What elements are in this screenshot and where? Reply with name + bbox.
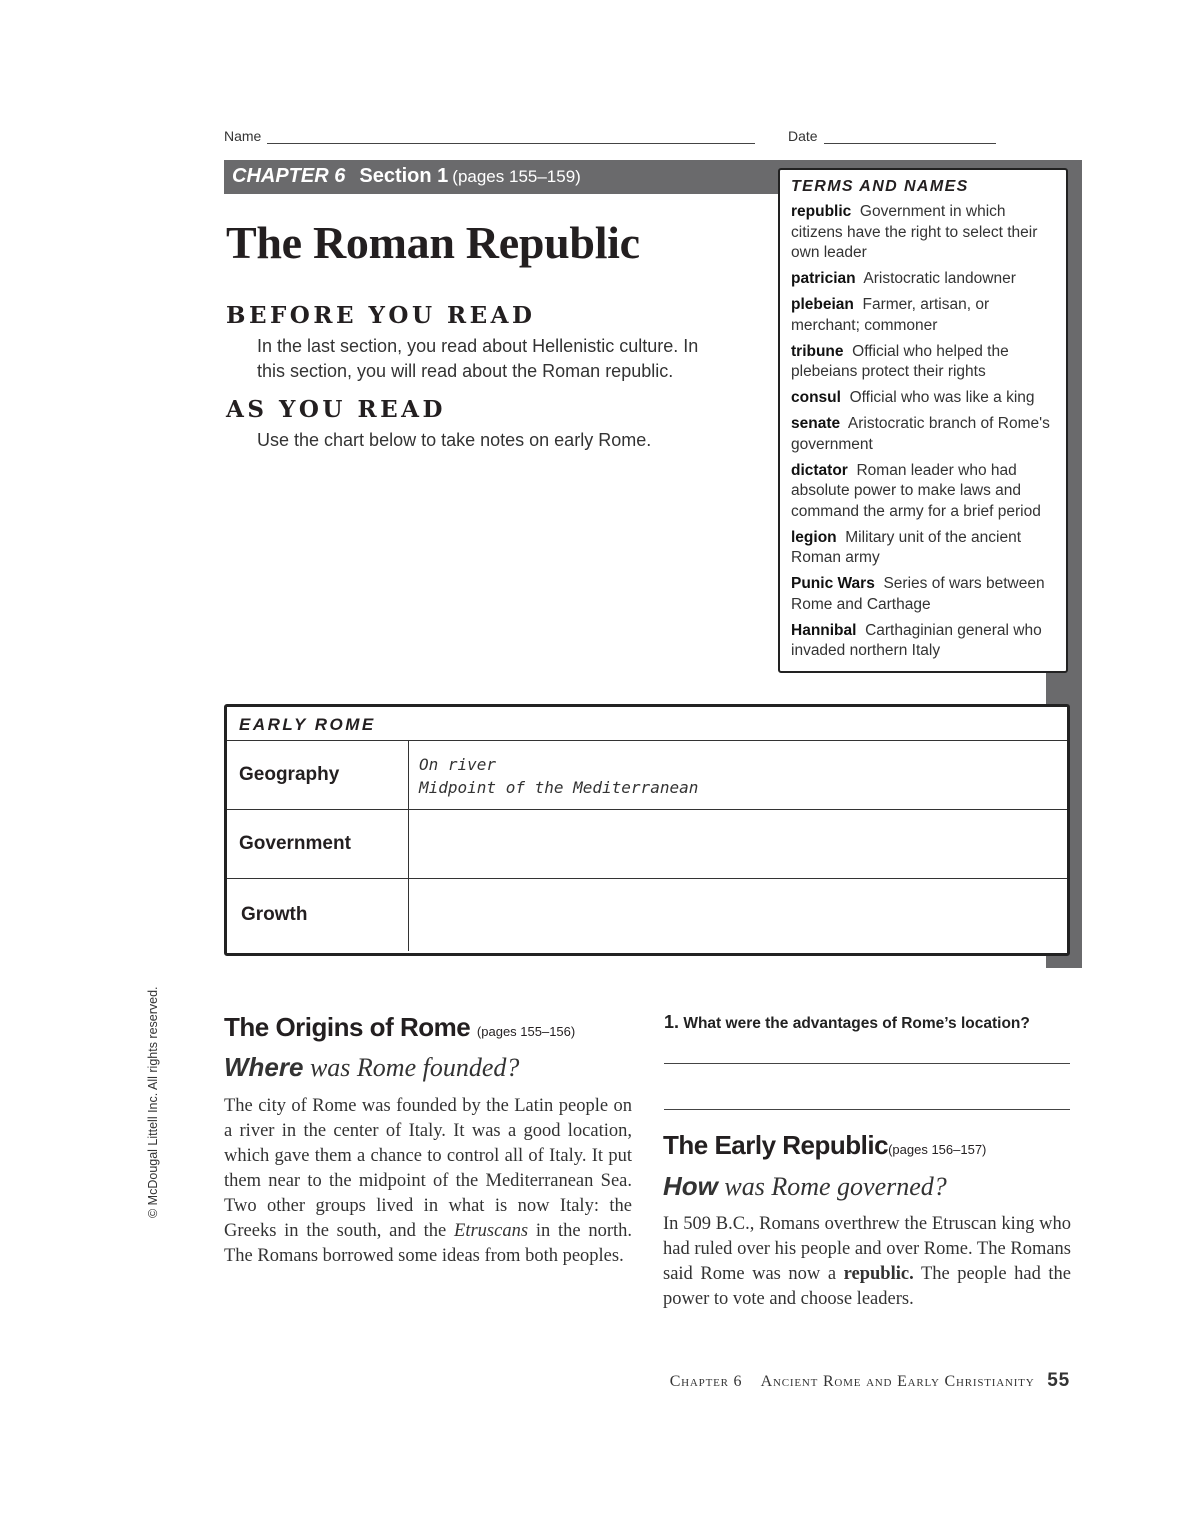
- term-word: plebeian: [791, 296, 854, 313]
- term-definition: Aristocratic branch of Rome's government: [791, 415, 1050, 453]
- term-word: consul: [791, 389, 841, 406]
- chapter-heading: [232, 164, 581, 189]
- term-definition: Carthaginian general who invaded northern Italy: [791, 621, 1042, 659]
- term-entry: [791, 621, 1056, 662]
- before-you-read-line: In the last section, you read about Hellenistic culture. In: [257, 336, 699, 356]
- geography-note: On river: [419, 755, 497, 774]
- early-republic-body-a: In 509 B.C., Romans overthrew the Etruscan king who had ruled over his people and over Rome. The Romans said Rome was now a: [663, 1214, 1071, 1284]
- origins-pages: (pages 155–156): [476, 1024, 576, 1039]
- early-republic-title: The Early Republic: [663, 1130, 889, 1160]
- term-definition: Military unit of the ancient Roman army: [791, 528, 1022, 566]
- question-1-number: 1.: [664, 1012, 680, 1032]
- page-title: The Roman Republic: [226, 217, 640, 268]
- origins-body: [224, 1094, 632, 1269]
- term-definition: Official who was like a king: [849, 389, 1035, 406]
- early-rome-chart: [224, 704, 1070, 956]
- term-definition: Roman leader who had absolute power to make laws and command the army for a brief period: [791, 461, 1041, 520]
- before-you-read-line: this section, you will read about the Roman republic.: [257, 361, 674, 381]
- name-field[interactable]: [224, 128, 755, 144]
- term-definition: Government in which citizens have the right to select their own leader: [791, 203, 1038, 261]
- term-entry: [791, 388, 1056, 409]
- early-republic-question-lead: How: [663, 1171, 718, 1201]
- term-word: republic: [791, 203, 852, 220]
- page-number: 55: [1047, 1370, 1070, 1391]
- answer-line-2[interactable]: [664, 1109, 1070, 1110]
- copyright-notice: © McDougal Littell Inc. All rights reserved.: [146, 986, 160, 1218]
- footer-chapter: Chapter 6: [669, 1373, 743, 1390]
- section-pages: (pages 155–159): [452, 167, 581, 186]
- term-entry: [791, 269, 1056, 290]
- term-entry: [791, 574, 1056, 615]
- chart-row-label: Growth: [227, 879, 409, 951]
- origins-question: [224, 1052, 519, 1083]
- chart-cell-growth[interactable]: [409, 879, 1067, 951]
- early-republic-heading: [663, 1130, 986, 1161]
- term-entry: [791, 295, 1056, 336]
- as-you-read-heading: AS YOU READ: [226, 396, 446, 423]
- chart-row-growth: [227, 879, 1067, 951]
- term-definition: Official who helped the plebeians protect their rights: [791, 342, 1009, 380]
- term-entry: [791, 342, 1056, 383]
- origins-question-lead: Where: [224, 1052, 304, 1082]
- terms-title: TERMS AND NAMES: [791, 178, 969, 195]
- date-field[interactable]: [788, 128, 996, 144]
- chapter-number: CHAPTER 6: [232, 165, 346, 187]
- before-you-read-text: [257, 334, 698, 384]
- term-word: legion: [791, 528, 837, 546]
- page-footer: [670, 1370, 1070, 1392]
- term-word: Punic Wars: [791, 575, 875, 592]
- chart-cell-geography[interactable]: [409, 741, 1067, 809]
- etruscans-term: Etruscans: [454, 1221, 529, 1241]
- term-definition: Series of wars between Rome and Carthage: [791, 575, 1045, 613]
- footer-book-title: Ancient Rome and Early Christianity: [760, 1373, 1035, 1390]
- term-definition: Aristocratic landowner: [863, 270, 1016, 287]
- early-republic-question: [663, 1171, 947, 1202]
- term-definition: Farmer, artisan, or merchant; commoner: [791, 296, 990, 334]
- origins-heading: [224, 1012, 575, 1043]
- term-word: tribune: [791, 342, 844, 360]
- name-line[interactable]: [267, 131, 755, 144]
- origins-body-a: The city of Rome was founded by the Latin people on a river in the center of Italy. It was a good location, which gave them a chance to control all of Italy. It put them near to the midpoint of the Mediterranean Sea. Two other groups lived in what is now Italy: the Greeks in the south, and the: [224, 1096, 632, 1241]
- section-number: Section 1: [359, 165, 449, 187]
- early-republic-body-b: The people had the power to vote and choose leaders.: [663, 1264, 1071, 1309]
- before-you-read-heading: BEFORE YOU READ: [226, 302, 536, 329]
- chart-cell-government[interactable]: [409, 810, 1067, 878]
- republic-term: republic.: [843, 1264, 914, 1284]
- term-word: Hannibal: [791, 621, 857, 639]
- origins-question-rest: was Rome founded?: [309, 1053, 520, 1082]
- term-entry: [791, 414, 1056, 455]
- term-word: dictator: [791, 461, 848, 479]
- name-label: Name: [224, 128, 262, 144]
- early-republic-question-rest: was Rome governed?: [724, 1172, 947, 1201]
- chart-row-label: Government: [227, 810, 409, 878]
- question-1-text: What were the advantages of Rome’s location?: [683, 1015, 1030, 1032]
- term-entry: [791, 528, 1056, 569]
- terms-list: [791, 202, 1056, 662]
- chart-row-geography: [227, 741, 1067, 810]
- chart-row-government: [227, 810, 1067, 879]
- question-1: [664, 1012, 1030, 1033]
- origins-title: The Origins of Rome: [224, 1012, 471, 1042]
- answer-line-1[interactable]: [664, 1063, 1070, 1064]
- term-word: patrician: [791, 270, 856, 287]
- terms-and-names-box: [778, 168, 1068, 673]
- chart-row-label: Geography: [227, 741, 409, 809]
- geography-note: Midpoint of the Mediterranean: [419, 778, 699, 797]
- date-label: Date: [788, 128, 818, 144]
- origins-body-b: in the north. The Romans borrowed some ideas from both peoples.: [224, 1221, 633, 1266]
- date-line[interactable]: [824, 131, 996, 144]
- as-you-read-text: Use the chart below to take notes on early Rome.: [257, 430, 652, 450]
- term-word: senate: [791, 415, 841, 432]
- term-entry: [791, 202, 1056, 264]
- early-republic-pages: (pages 156–157): [888, 1142, 987, 1157]
- early-rome-heading: EARLY ROME: [227, 707, 1067, 741]
- term-entry: [791, 461, 1056, 523]
- early-republic-body: [663, 1212, 1071, 1312]
